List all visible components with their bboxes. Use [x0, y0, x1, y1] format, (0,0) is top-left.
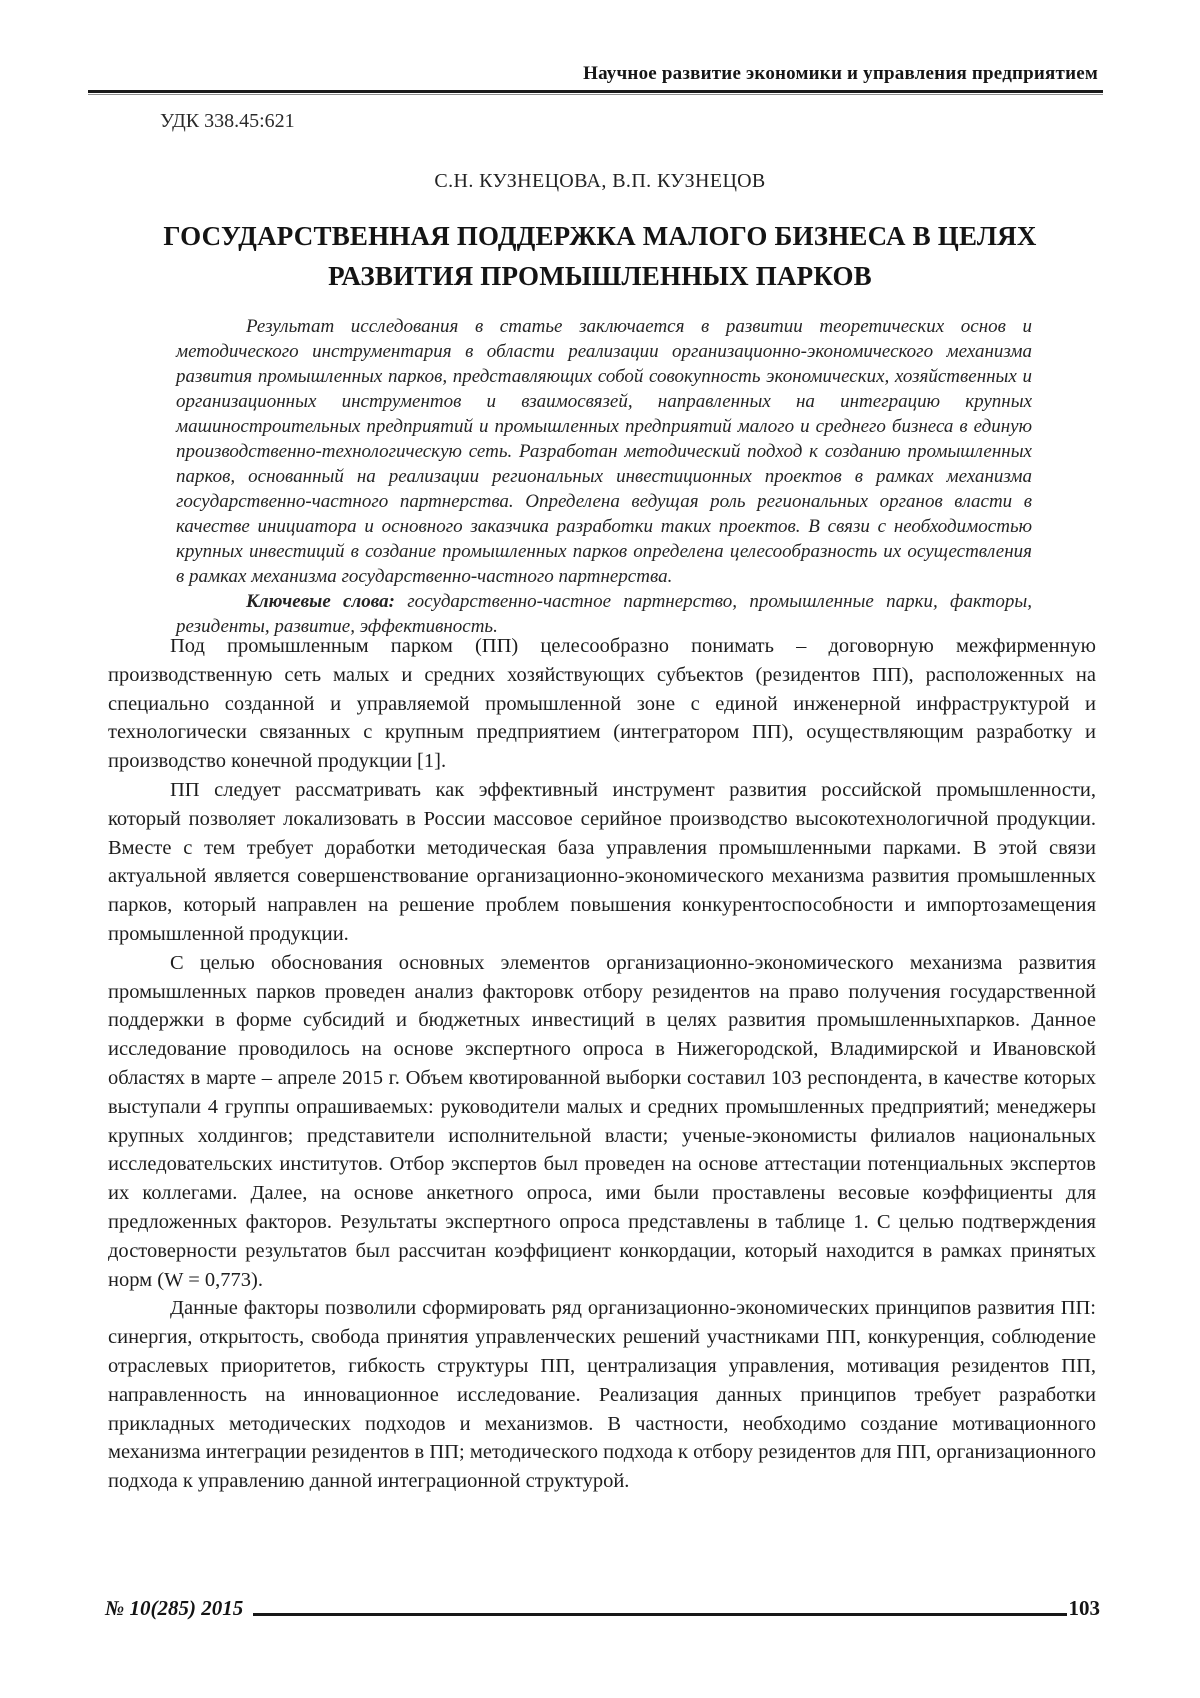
article-body	[108, 632, 1096, 1496]
body-paragraph-2: ПП следует рассматривать как эффективный инструмент развития российской промышленности, который позволяет локализовать в России массовое серийное производство высокотехнологичной продукции. Вместе с тем требует доработки методическая база управления промышленными парками. В этой связи актуальной является совершенствование организационно-экономического механизма развития промышленных парков, который направлен на решение проблем повышения конкурентоспособности и импортозамещения промышленной продукции.	[108, 778, 1096, 945]
authors-line: С.Н. КУЗНЕЦОВА, В.П. КУЗНЕЦОВ	[434, 170, 766, 192]
body-paragraph-1: Под промышленным парком (ПП) целесообразно понимать – договорную межфирменную производственную сеть малых и средних хозяйствующих субъектов (резидентов ПП), расположенных на специально созданной и управляемой промышленной зоне с единой инженерной инфраструктурой и технологически связанных с крупным предприятием (интегратором ПП), осуществляющим разработку и производство конечной продукции [1].	[108, 635, 1096, 773]
header-divider-thick-line	[88, 90, 1103, 93]
page-footer	[105, 1596, 1100, 1621]
body-paragraph-4: Данные факторы позволили сформировать ряд организационно-экономических принципов развития ПП: синергия, открытость, свобода принятия управленческих решений участниками ПП, конкуренция, соблюдение отраслевых приоритетов, гибкость структуры ПП, централизация управления, мотивация резидентов ПП, направленность на инновационное исследование. Реализация данных принципов требует разработки прикладных методических подходов и механизмов. В частности, необходимо создание мотивационного механизма интеграции резидентов в ПП; методического подхода к отбору резидентов для ПП, организационного подхода к управлению данной интеграционной структурой.	[108, 1297, 1096, 1493]
header-divider	[88, 90, 1103, 95]
page-number: 103	[1068, 1596, 1100, 1620]
issue-label: № 10(285) 2015	[105, 1596, 244, 1620]
running-head: Научное развитие экономики и управления предприятием	[583, 63, 1098, 84]
udc-code: УДК 338.45:621	[160, 110, 295, 132]
article-title-line-2: РАЗВИТИЯ ПРОМЫШЛЕННЫХ ПАРКОВ	[328, 261, 872, 291]
abstract-section	[176, 314, 1032, 639]
keywords-text: государственно-частное партнерство, промышленные парки, факторы, резиденты, развитие, эффективность.	[176, 591, 1032, 637]
abstract-paragraph: Результат исследования в статье заключается в развитии теоретических основ и методического инструментария в области реализации организационно-экономического механизма развития промышленных парков, представляющих собой совокупность экономических, хозяйственных и организационных инструментов и взаимосвязей, направленных на интеграцию крупных машиностроительных предприятий и промышленных предприятий малого и среднего бизнеса в единую производственно-технологическую сеть. Разработан методический подход к созданию промышленных парков, основанный на реализации региональных инвестиционных проектов в рамках механизма государственно-частного партнерства. Определена ведущая роль региональных органов власти в качестве инициатора и основного заказчика разработки таких проектов. В связи с необходимостью крупных инвестиций в создание промышленных парков определена целесообразность их осуществления в рамках механизма государственно-частного партнерства.	[176, 316, 1032, 587]
keywords-label: Ключевые слова:	[246, 591, 395, 612]
article-title-line-1: ГОСУДАРСТВЕННАЯ ПОДДЕРЖКА МАЛОГО БИЗНЕСА В ЦЕЛЯХ	[163, 221, 1037, 251]
footer-divider	[253, 1613, 1066, 1616]
body-paragraph-3: С целью обоснования основных элементов организационно-экономического механизма развития промышленных парков проведен анализ факторовк отбору резидентов на право получения государственной поддержки в форме субсидий и бюджетных инвестиций в целях развития промышленныхпарков. Данное исследование проводилось на основе экспертного опроса в Нижегородской, Владимирской и Ивановской областях в марте – апреле 2015 г. Объем квотированной выборки составил 103 респондента, в качестве которых выступали 4 группы опрашиваемых: руководители малых и средних промышленных предприятий; менеджеры крупных холдингов; представители исполнительной власти; ученые-экономисты филиалов национальных исследовательских институтов. Отбор экспертов был проведен на основе аттестации потенциальных экспертов их коллегами. Далее, на основе анкетного опроса, ими были проставлены весовые коэффициенты для предложенных факторов. Результаты экспертного опроса представлены в таблице 1. С целью подтверждения достоверности результатов был рассчитан коэффициент конкордации, который находится в рамках принятых норм (W = 0,773).	[108, 951, 1096, 1291]
article-title	[90, 216, 1110, 296]
header-divider-thin-line	[88, 94, 1103, 95]
